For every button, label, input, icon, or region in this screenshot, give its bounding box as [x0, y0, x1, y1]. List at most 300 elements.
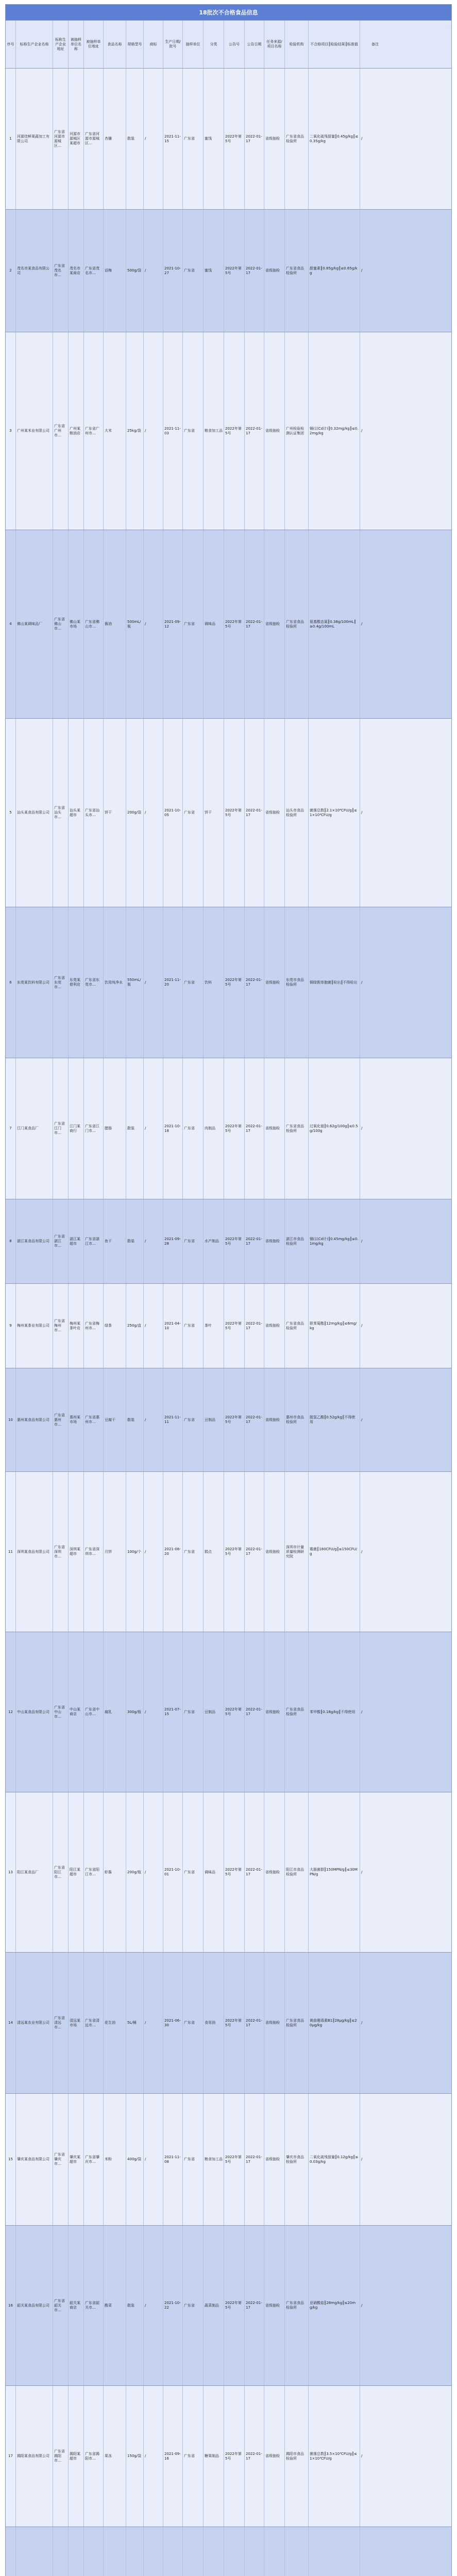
table-row [6, 1368, 451, 1472]
table-cell-cat: 蔬菜制品 [204, 2226, 224, 2385]
table-cell-name: 东莞某饮料有限公司 [16, 907, 53, 1058]
table-cell-no: 15 [6, 2094, 16, 2225]
table-cell-food: 酱油 [104, 530, 126, 718]
table-cell-name: 河源佳鲜果蔬加工有限公司 [16, 69, 53, 209]
table-cell-item: 亚硝酸盐║28mg/kg║≤20mg/kg [309, 2226, 360, 2385]
table-cell-date: 2021-08-20 [163, 1472, 183, 1632]
table-cell-name: 湛江某食品有限公司 [16, 1199, 53, 1283]
table-cell-no [6, 2527, 16, 2576]
table-cell-note: / [361, 1417, 363, 1422]
header-cell: 公告号 [224, 21, 245, 68]
table-cell-brand: / [144, 530, 163, 718]
header-cell: 被抽样单位地址 [84, 21, 104, 68]
header-cell: 检验机构 [285, 21, 309, 68]
table-cell-brand: / [144, 210, 163, 332]
table-cell-name: 佛山某调味品厂 [16, 530, 53, 718]
table-cell-addr: 广东省佛山市… [53, 530, 69, 718]
table-cell-cat: 豆制品 [204, 1368, 224, 1471]
table-cell-item: 甜蜜素║0.85g/kg║≤0.65g/kg [309, 210, 360, 332]
table-cell-pdate: 2022-01-17 [245, 2094, 264, 2225]
table-cell-pdate: 2022-01-17 [245, 2386, 264, 2527]
table-cell-addr: 广东省茂名市… [53, 210, 69, 332]
table-cell-lab: 广东省食品检验所 [285, 530, 309, 718]
table-cell-addr: 广东省汕头市… [53, 719, 69, 907]
table-cell-addr: 广东省江门市… [53, 1058, 69, 1199]
table-cell-date: 2021-04-10 [163, 1284, 183, 1368]
table-cell-saddr: 广东省深圳市… [84, 1472, 104, 1632]
table-cell-food: 话梅 [104, 210, 126, 332]
table-cell-pdate: 2022-01-17 [245, 69, 264, 209]
table-row [6, 69, 451, 210]
table-cell-cat: 水产制品 [204, 1199, 224, 1283]
table-cell-cat: 粮食加工品 [204, 332, 224, 530]
table-cell-addr: 广东省中山市… [53, 1632, 69, 1792]
table-cell-pdate: 2022-01-17 [245, 719, 264, 907]
table-body [6, 69, 451, 2576]
table-cell-note: / [361, 1709, 363, 1714]
table-cell-sampled: 佛山某市场 [69, 530, 84, 718]
table-cell-lab: 肇庆市食品检验所 [285, 2094, 309, 2225]
table-cell-unit: 广东省 [183, 210, 204, 332]
table-cell-spec: 500mL/瓶 [126, 530, 144, 718]
table-cell-pdate [245, 2527, 264, 2576]
table-cell-note: / [361, 810, 363, 815]
table-cell-notice: 2022年第5号 [224, 2094, 245, 2225]
table-cell-no: 6 [6, 907, 16, 1058]
table-cell-cat [204, 2527, 224, 2576]
table-cell-unit: 广东省 [183, 1632, 204, 1792]
table-cell-food: 绿茶 [104, 1284, 126, 1368]
table-cell-name: 清远某农业有限公司 [16, 1953, 53, 2093]
table-cell-saddr: 广东省中山市… [84, 1632, 104, 1792]
table-cell-spec: 5L/桶 [126, 1953, 144, 2093]
table-cell-lab: 惠州市食品检验所 [285, 1368, 309, 1471]
table-cell-brand: / [144, 2094, 163, 2225]
table-cell-unit: 广东省 [183, 2226, 204, 2385]
table-row [6, 1472, 451, 1632]
table-cell-lab: 汕头市食品检验所 [285, 719, 309, 907]
table-cell-saddr: 广东省河源市源城区… [84, 69, 104, 209]
table-cell-sampled: 江门某商行 [69, 1058, 84, 1199]
table-cell-addr: 广东省韶关市… [53, 2226, 69, 2385]
table-cell-lab [285, 2527, 309, 2576]
table-cell-unit: 广东省 [183, 1953, 204, 2093]
table-cell-notice: 2022年第5号 [224, 719, 245, 907]
table-cell-notice: 2022年第5号 [224, 1199, 245, 1283]
table-cell-no: 14 [6, 1953, 16, 2093]
table-cell-food: 杏脯 [104, 69, 126, 209]
table-cell-unit: 广东省 [183, 1284, 204, 1368]
table-cell-sampled: 惠州某市场 [69, 1368, 84, 1471]
header-cell: 不合格项目║检验结果║标准值 [309, 21, 360, 68]
table-cell-food: 饼干 [104, 719, 126, 907]
table-cell-brand: / [144, 332, 163, 530]
table-cell-cat: 粮食加工品 [204, 2094, 224, 2225]
table-cell-addr: 广东省湛江市… [53, 1199, 69, 1283]
table-row [6, 907, 451, 1058]
table-cell-note: / [361, 137, 363, 141]
table-cell-pdate: 2022-01-17 [245, 332, 264, 530]
table-cell-cat: 豆制品 [204, 1632, 224, 1792]
table-cell-cat: 食用油 [204, 1953, 224, 2093]
table-cell-name: 广州某米业有限公司 [16, 332, 53, 530]
table-cell-brand [144, 2527, 163, 2576]
table-cell-brand: / [144, 907, 163, 1058]
table-cell-name: 梅州某茶业有限公司 [16, 1284, 53, 1368]
table-cell-no: 12 [6, 1632, 16, 1792]
table-cell-notice: 2022年第5号 [224, 1792, 245, 1952]
table-cell-notice: 2022年第5号 [224, 530, 245, 718]
table-cell-note: / [361, 2021, 363, 2025]
table-cell-task: 省级抽检 [264, 2386, 285, 2527]
table-cell-pdate: 2022-01-17 [245, 1792, 264, 1952]
table-cell-brand: / [144, 1368, 163, 1471]
table-cell-cat: 肉制品 [204, 1058, 224, 1199]
table-cell-lab: 阳江市食品检验所 [285, 1792, 309, 1952]
table-cell-name: 揭阳某食品有限公司 [16, 2386, 53, 2527]
table-cell-item: 黄曲霉毒素B1║28μg/kg║≤20μg/kg [309, 1953, 360, 2093]
table-row [6, 2527, 451, 2576]
table-cell-addr: 广东省清远市… [53, 1953, 69, 2093]
table-cell-addr: 广东省揭阳市… [53, 2386, 69, 2527]
table-cell-sampled: 梅州某茶叶店 [69, 1284, 84, 1368]
table-cell-addr: 广东省东莞市… [53, 907, 69, 1058]
table-cell-note: / [361, 2454, 363, 2458]
table-cell-note: / [361, 429, 363, 433]
table-cell-sampled: 湛江某超市 [69, 1199, 84, 1283]
table-cell-name: 茂名市某食品有限公司 [16, 210, 53, 332]
table-cell-no: 8 [6, 1199, 16, 1283]
table-cell-pdate: 2022-01-17 [245, 1953, 264, 2093]
table-cell-unit: 广东省 [183, 1368, 204, 1471]
table-cell-task: 省级抽检 [264, 332, 285, 530]
table-cell-item: 苯甲酸║0.18g/kg║不得使用 [309, 1632, 360, 1792]
table-cell-no: 2 [6, 210, 16, 332]
table-cell-lab: 广东省食品检验所 [285, 210, 309, 332]
table-cell-food: 月饼 [104, 1472, 126, 1632]
table-cell-spec: 散装 [126, 1368, 144, 1471]
table-cell-name: 惠州某食品有限公司 [16, 1368, 53, 1471]
table-cell-item: 霉菌║180CFU/g║≤150CFU/g [309, 1472, 360, 1632]
table-cell-sampled: 阳江某超市 [69, 1792, 84, 1952]
table-cell-item: 菌落总数║2.1×10⁴CFU/g║≤1×10⁴CFU/g [309, 719, 360, 907]
table-cell-name: 肇庆某食品有限公司 [16, 2094, 53, 2225]
table-cell-date: 2021-09-12 [163, 530, 183, 718]
table-cell-cat: 蜜饯 [204, 210, 224, 332]
table-cell-note [360, 2527, 390, 2576]
table-cell-note: / [361, 1126, 363, 1130]
table-cell-date: 2021-10-01 [163, 1792, 183, 1952]
table-cell-saddr: 广东省汕头市… [84, 719, 104, 907]
table-cell-food: 腊肠 [104, 1058, 126, 1199]
table-cell-pdate: 2022-01-17 [245, 210, 264, 332]
table-cell-item: 大肠菌群║150MPN/g║≤30MPN/g [309, 1792, 360, 1952]
table-row [6, 2094, 451, 2226]
table-cell-addr [53, 2527, 69, 2576]
table-cell-brand: / [144, 719, 163, 907]
table-cell-saddr: 广东省佛山市… [84, 530, 104, 718]
table-cell-cat: 糕点 [204, 1472, 224, 1632]
table-cell-date: 2021-11-08 [163, 2094, 183, 2225]
table-cell-addr: 广东省肇庆市… [53, 2094, 69, 2225]
table-cell-unit: 广东省 [183, 2094, 204, 2225]
table-cell-name: 江门某食品厂 [16, 1058, 53, 1199]
table-cell-cat: 蜜饯 [204, 69, 224, 209]
table-cell-saddr: 广东省梅州市… [84, 1284, 104, 1368]
header-cell: 被抽样单位名称 [69, 21, 84, 68]
table-cell-note: / [361, 1324, 363, 1328]
table-cell-notice: 2022年第5号 [224, 1058, 245, 1199]
table-cell-task: 省级抽检 [264, 1472, 285, 1632]
table-cell-food: 大米 [104, 332, 126, 530]
table-cell-food: 豆腐干 [104, 1368, 126, 1471]
table-cell-brand: / [144, 1284, 163, 1368]
table-cell-name [16, 2527, 53, 2576]
table-cell-task: 省级抽检 [264, 530, 285, 718]
table-cell-date: 2021-10-27 [163, 210, 183, 332]
table-cell-food: 花生油 [104, 1953, 126, 2093]
table-cell-lab: 湛江市食品检验所 [285, 1199, 309, 1283]
table-cell-addr: 广东省深圳市… [53, 1472, 69, 1632]
table-cell-brand: / [144, 1632, 163, 1792]
table-cell-no: 10 [6, 1368, 16, 1471]
table-cell-brand: / [144, 1792, 163, 1952]
table-cell-pdate: 2022-01-17 [245, 1199, 264, 1283]
table-cell-notice: 2022年第5号 [224, 1284, 245, 1368]
table-cell-unit: 广东省 [183, 1058, 204, 1199]
table-cell-name: 深圳某食品有限公司 [16, 1472, 53, 1632]
table-cell-no: 4 [6, 530, 16, 718]
table-cell-task: 省级抽检 [264, 1792, 285, 1952]
table-cell-addr: 广东省河源市源城区… [53, 69, 69, 209]
table-cell-cat: 茶叶 [204, 1284, 224, 1368]
table-cell-note: / [361, 980, 363, 985]
table-cell-spec: 散装 [126, 1058, 144, 1199]
table-cell-note: / [361, 268, 363, 273]
table-cell-food: 果冻 [104, 2386, 126, 2527]
table-cell-date: 2021-07-15 [163, 1632, 183, 1792]
table-cell-notice [224, 2527, 245, 2576]
table-cell-addr: 广东省阳江市… [53, 1792, 69, 1952]
table-cell-pdate: 2022-01-17 [245, 1632, 264, 1792]
table-cell-food: 酸菜 [104, 2226, 126, 2385]
table-cell-item: 菌落总数║3.5×10³CFU/g║≤1×10³CFU/g [309, 2386, 360, 2527]
table-cell-task: 省级抽检 [264, 1953, 285, 2093]
table-cell-cat: 调味品 [204, 530, 224, 718]
table-cell-date: 2021-11-03 [163, 332, 183, 530]
table-cell-saddr: 广东省揭阳市… [84, 2386, 104, 2527]
table-cell-sampled: 东莞某便利店 [69, 907, 84, 1058]
table-cell-brand: / [144, 69, 163, 209]
table-cell-sampled: 中山某商店 [69, 1632, 84, 1792]
table-cell-spec: 200g/袋 [126, 719, 144, 907]
table-cell-no: 9 [6, 1284, 16, 1368]
table-cell-unit [183, 2527, 204, 2576]
table-cell-date: 2021-09-16 [163, 2386, 183, 2527]
table-cell-sampled: 清远某市场 [69, 1953, 84, 2093]
table-cell-task: 省级抽检 [264, 2226, 285, 2385]
table-cell-sampled: 茂名市某商店 [69, 210, 84, 332]
table-cell-item: 铜绿假单胞菌║检出║不得检出 [309, 907, 360, 1058]
result-sheet [5, 4, 452, 2576]
table-row [6, 1953, 451, 2094]
table-cell-item [309, 2527, 360, 2576]
table-cell-notice: 2022年第5号 [224, 1953, 245, 2093]
table-cell-lab: 东莞市食品检验所 [285, 907, 309, 1058]
table-cell-lab: 深圳市计量质量检测研究院 [285, 1472, 309, 1632]
table-cell-spec: 散装 [126, 2226, 144, 2385]
table-row [6, 1792, 451, 1953]
table-cell-sampled: 肇庆某超市 [69, 2094, 84, 2225]
table-cell-brand: / [144, 1199, 163, 1283]
table-cell-no: 13 [6, 1792, 16, 1952]
table-cell-cat: 糖果制品 [204, 2386, 224, 2527]
table-row [6, 1284, 451, 1368]
table-cell-note: / [361, 1549, 363, 1554]
table-cell-notice: 2022年第5号 [224, 1368, 245, 1471]
table-cell-unit: 广东省 [183, 1472, 204, 1632]
table-cell-date: 2021-11-11 [163, 1368, 183, 1471]
table-cell-lab: 广东省食品检验所 [285, 1284, 309, 1368]
table-cell-notice: 2022年第5号 [224, 69, 245, 209]
table-cell-food: 腐乳 [104, 1632, 126, 1792]
table-cell-lab: 揭阳市食品检验所 [285, 2386, 309, 2527]
table-cell-spec: 100g/个 [126, 1472, 144, 1632]
table-cell-sampled: 广州某粮油店 [69, 332, 84, 530]
table-cell-lab: 广东省食品检验所 [285, 1953, 309, 2093]
table-cell-date: 2021-10-18 [163, 1058, 183, 1199]
table-cell-spec: 200g/瓶 [126, 1792, 144, 1952]
table-cell-pdate: 2022-01-17 [245, 1058, 264, 1199]
table-cell-food: 鱼干 [104, 1199, 126, 1283]
table-cell-note: / [361, 1239, 363, 1243]
table-cell-unit: 广东省 [183, 69, 204, 209]
table-cell-no: 7 [6, 1058, 16, 1199]
header-cell: 生产日期/批号 [163, 21, 183, 68]
header-cell: 分类 [204, 21, 224, 68]
table-row [6, 2226, 451, 2386]
table-cell-no: 3 [6, 332, 16, 530]
table-cell-spec: 25kg/袋 [126, 332, 144, 530]
header-cell: 序号 [6, 21, 16, 68]
table-cell-date: 2021-09-28 [163, 1199, 183, 1283]
table-cell-saddr: 广东省广州市… [84, 332, 104, 530]
table-cell-notice: 2022年第5号 [224, 1472, 245, 1632]
table-cell-sampled [69, 2527, 84, 2576]
table-cell-item: 镉(以Cd计)║0.32mg/kg║≤0.2mg/kg [309, 332, 360, 530]
header-cell: 标称生产企业名称 [16, 21, 53, 68]
table-cell-task: 省级抽检 [264, 719, 285, 907]
table-cell-cat: 调味品 [204, 1792, 224, 1952]
table-cell-unit: 广东省 [183, 2386, 204, 2527]
table-row [6, 530, 451, 719]
table-cell-unit: 广东省 [183, 1199, 204, 1283]
table-cell-date: 2021-10-05 [163, 719, 183, 907]
table-cell-pdate: 2022-01-17 [245, 1472, 264, 1632]
table-cell-brand: / [144, 2226, 163, 2385]
table-cell-item: 脱氢乙酸║0.52g/kg║不得使用 [309, 1368, 360, 1471]
table-row [6, 210, 451, 332]
table-cell-no: 5 [6, 719, 16, 907]
table-cell-task: 省级抽检 [264, 1368, 285, 1471]
table-cell-spec: 150g/袋 [126, 2386, 144, 2527]
table-cell-pdate: 2022-01-17 [245, 1284, 264, 1368]
table-row [6, 1199, 451, 1284]
table-row [6, 332, 451, 530]
table-cell-cat: 饼干 [204, 719, 224, 907]
table-cell-task: 省级抽检 [264, 907, 285, 1058]
table-cell-task: 省级抽检 [264, 69, 285, 209]
table-cell-unit: 广东省 [183, 530, 204, 718]
table-cell-note: / [361, 2303, 363, 2308]
table-cell-brand: / [144, 1953, 163, 2093]
table-cell-spec: 550mL/瓶 [126, 907, 144, 1058]
table-cell-addr: 广东省惠州市… [53, 1368, 69, 1471]
table-cell-notice: 2022年第5号 [224, 1632, 245, 1792]
table-cell-date: 2021-11-20 [163, 907, 183, 1058]
header-cell: 标称生产企业地址 [53, 21, 69, 68]
table-cell-task: 省级抽检 [264, 1058, 285, 1199]
table-cell-name: 韶关某食品有限公司 [16, 2226, 53, 2385]
table-cell-spec [126, 2527, 144, 2576]
table-cell-food: 饮用纯净水 [104, 907, 126, 1058]
table-cell-food: 虾酱 [104, 1792, 126, 1952]
table-cell-task: 省级抽检 [264, 1199, 285, 1283]
header-cell: 规格型号 [126, 21, 144, 68]
table-cell-spec: 400g/袋 [126, 2094, 144, 2225]
table-cell-saddr: 广东省惠州市… [84, 1368, 104, 1471]
table-cell-saddr: 广东省江门市… [84, 1058, 104, 1199]
table-cell-item: 氨基酸态氮║0.38g/100mL║≥0.4g/100mL [309, 530, 360, 718]
table-cell-sampled: 深圳某超市 [69, 1472, 84, 1632]
table-title: 18批次不合格食品信息 [6, 5, 451, 21]
table-cell-task: 省级抽检 [264, 1632, 285, 1792]
table-cell-no: 16 [6, 2226, 16, 2385]
header-cell: 任务来源/项目名称 [264, 21, 285, 68]
table-cell-notice: 2022年第5号 [224, 332, 245, 530]
table-cell-name: 中山某食品有限公司 [16, 1632, 53, 1792]
table-cell-sampled: 韶关某商店 [69, 2226, 84, 2385]
table-cell-task: 省级抽检 [264, 2094, 285, 2225]
table-cell-brand: / [144, 1058, 163, 1199]
table-cell-saddr: 广东省阳江市… [84, 1792, 104, 1952]
table-cell-task [264, 2527, 285, 2576]
table-cell-lab: 广州检验检测认证集团 [285, 332, 309, 530]
table-cell-pdate: 2022-01-17 [245, 907, 264, 1058]
table-cell-saddr: 广东省清远市… [84, 1953, 104, 2093]
table-cell-notice: 2022年第5号 [224, 2226, 245, 2385]
header-cell: 食品名称 [104, 21, 126, 68]
table-cell-date: 2021-10-22 [163, 2226, 183, 2385]
table-cell-date [163, 2527, 183, 2576]
table-cell-sampled: 揭阳某超市 [69, 2386, 84, 2527]
table-cell-date: 2021-06-30 [163, 1953, 183, 2093]
table-cell-unit: 广东省 [183, 1792, 204, 1952]
header-cell: 商标 [144, 21, 163, 68]
table-cell-item: 二氧化硫残留量║0.12g/kg║≤0.03g/kg [309, 2094, 360, 2225]
table-cell-saddr [84, 2527, 104, 2576]
table-cell-unit: 广东省 [183, 907, 204, 1058]
table-cell-note: / [361, 622, 363, 626]
table-cell-no: 11 [6, 1472, 16, 1632]
table-cell-note: / [361, 1870, 363, 1874]
table-cell-item: 二氧化硫残留量║0.45g/kg║≤0.35g/kg [309, 69, 360, 209]
table-cell-addr: 广东省梅州市… [53, 1284, 69, 1368]
table-cell-date: 2021-11-15 [163, 69, 183, 209]
header-cell: 公告日期 [245, 21, 264, 68]
table-cell-addr: 广东省广州市… [53, 332, 69, 530]
table-cell-lab: 广东省食品检验所 [285, 2226, 309, 2385]
